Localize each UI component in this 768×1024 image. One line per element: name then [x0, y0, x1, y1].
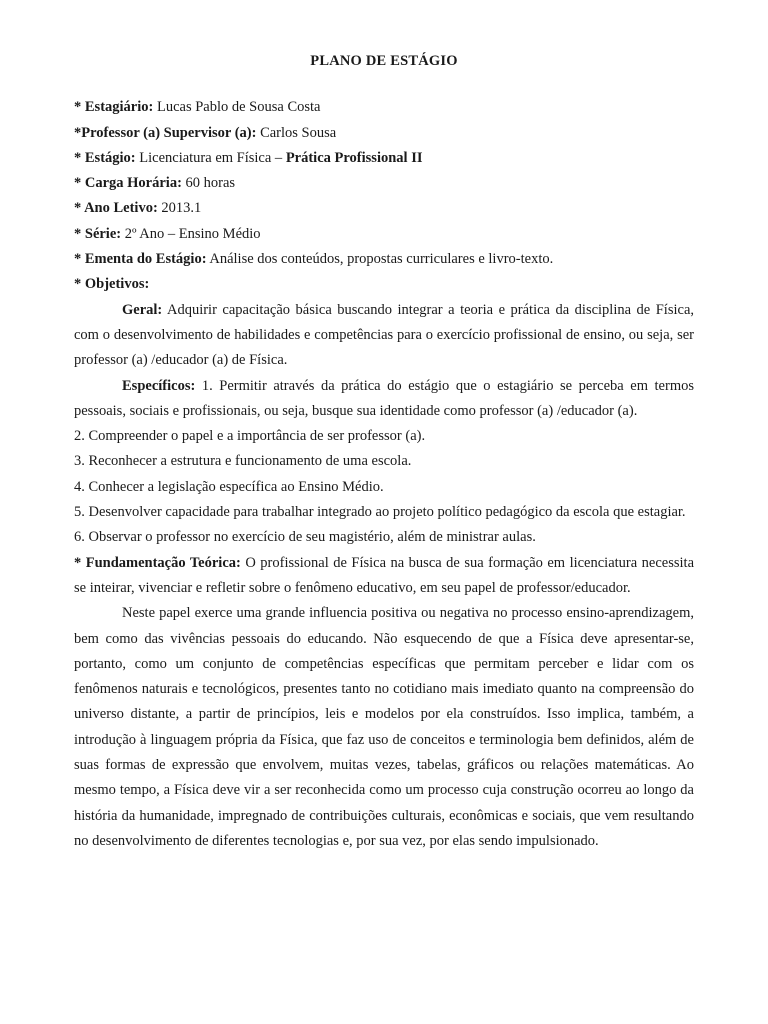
field-label: * Objetivos: — [74, 276, 150, 293]
field-label: * Estágio: — [74, 149, 136, 166]
field-estagiario — [74, 95, 694, 120]
especificos-item-4: 4. Conhecer a legislação específica ao Ensino Médio. — [74, 478, 384, 495]
field-professor-supervisor — [74, 121, 694, 146]
fundamentacao-label: * Fundamentação Teórica: — [74, 554, 241, 571]
geral-label: Geral: — [122, 301, 163, 318]
especificos-item-5: 5. Desenvolver capacidade para trabalhar integrado ao projeto político pedagógico da escola que estagiar. — [74, 504, 686, 521]
fundamentacao-teorica — [74, 551, 694, 602]
document-page — [74, 49, 694, 854]
field-carga-horaria — [74, 171, 694, 196]
field-estagio — [74, 146, 694, 171]
field-label: *Professor (a) Supervisor (a): — [74, 124, 257, 141]
objetivo-geral — [74, 298, 694, 374]
document-title: PLANO DE ESTÁGIO — [310, 53, 458, 69]
field-value-bold: Prática Profissional II — [285, 149, 423, 166]
body-paragraph: Neste papel exerce uma grande influencia positiva ou negativa no processo ensino-aprendizagem, bem como das vivências pessoais do educando. Não esquecendo de que a Física deve apresentar-se, portanto, como um conjunto de competências específicas que permitam perceber e lidar com os fenômenos naturais e tecnológicos, presentes tanto no cotidiano mais imediato quanto na compreensão do universo distante, a partir de princípios, leis e modelos por ela construídos. Isso implica, também, a introdução à linguagem própria da Física, que faz uso de conceitos e terminologia bem definidos, além de suas formas de expressão que envolvem, muitas vezes, tabelas, gráficos ou relações matemáticas. Ao mesmo tempo, a Física deve vir a ser reconhecida como um processo cuja construção ocorreu ao longo da história da humanidade, impregnado de contribuições culturais, econômicas e sociais, que vem resultando no desenvolvimento de diferentes tecnologias e, por sua vez, por elas sendo impulsionado. — [74, 605, 694, 849]
field-value: 2013.1 — [157, 200, 202, 217]
field-label: * Carga Horária: — [74, 175, 182, 192]
field-value: Carlos Sousa — [256, 124, 337, 141]
field-ementa — [74, 247, 694, 272]
field-objetivos — [74, 272, 694, 297]
objetivos-especificos — [74, 374, 694, 425]
field-value: 60 horas — [181, 175, 236, 192]
field-label: * Ano Letivo: — [74, 200, 158, 217]
field-label: * Série: — [74, 225, 122, 242]
field-serie — [74, 222, 694, 247]
field-label: * Estagiário: — [74, 99, 154, 116]
field-value: Análise dos conteúdos, propostas curriculares e livro-texto. — [206, 251, 554, 268]
field-value: Lucas Pablo de Sousa Costa — [153, 99, 321, 116]
especificos-label: Específicos: — [122, 377, 196, 394]
especificos-item-3: 3. Reconhecer a estrutura e funcionamento de uma escola. — [74, 453, 412, 470]
field-label: * Ementa do Estágio: — [74, 251, 207, 268]
fundamentacao-text: O profissional de Física na busca de sua formação em licenciatura necessita se inteirar, vivenciar e refletir sobre o fenômeno educativo, em seu papel de professor/educador. — [74, 554, 695, 596]
especificos-item-6: 6. Observar o professor no exercício de seu magistério, além de ministrar aulas. — [74, 529, 536, 546]
field-ano-letivo — [74, 196, 694, 221]
geral-text: Adquirir capacitação básica buscando integrar a teoria e prática da disciplina de Física, com o desenvolvimento de habilidades e competências para o exercício profissional de ensino, ou seja, ser professor (a) /educador (a) de Física. — [74, 301, 694, 369]
especificos-item-1: 1. Permitir através da prática do estágio que o estagiário se perceba em termos pessoais, sociais e profissionais, ou seja, busque sua identidade como professor (a) /educador (a). — [74, 377, 694, 419]
field-value: 2º Ano – Ensino Médio — [121, 225, 261, 242]
field-value: Licenciatura em Física – — [135, 149, 286, 166]
especificos-item-2: 2. Compreender o papel e a importância de ser professor (a). — [74, 428, 426, 445]
